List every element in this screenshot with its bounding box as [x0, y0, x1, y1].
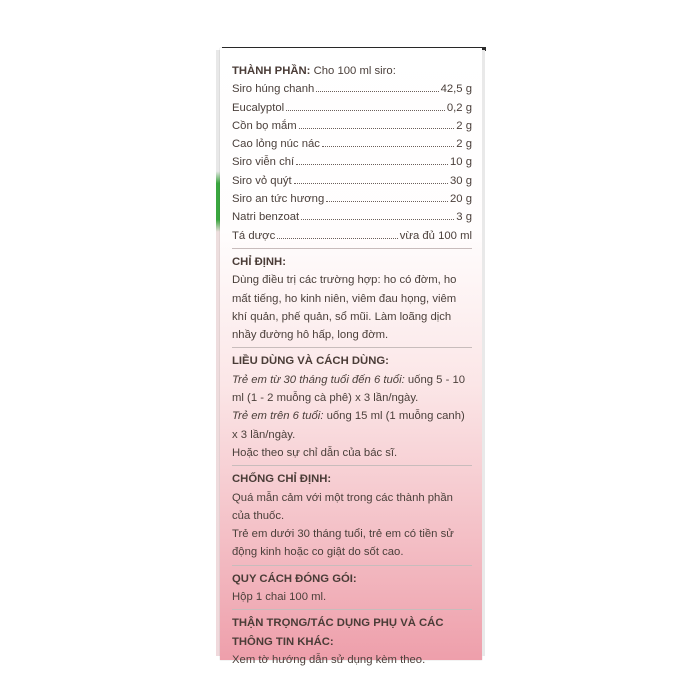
dot-leader: [286, 109, 445, 111]
divider: [232, 347, 472, 348]
ingredient-amount: 2 g: [456, 138, 472, 151]
ingredient-name: Siro vỏ quýt: [232, 174, 292, 187]
ingredient-row: [232, 190, 472, 208]
ingredient-amount: 30 g: [450, 174, 472, 187]
ingredient-row: [232, 135, 472, 153]
ingredient-name: Cao lỏng núc nác: [232, 138, 320, 151]
ingredient-name: Tá dược: [232, 229, 276, 242]
ingredient-amount: 3 g: [456, 211, 472, 224]
packaging-section: [232, 570, 472, 607]
dosage-child-label: Trẻ em từ 30 tháng tuổi đến 6 tuổi:: [232, 373, 405, 386]
divider: [232, 465, 472, 466]
dot-leader: [277, 237, 398, 239]
dot-leader: [326, 200, 448, 202]
ingredient-amount: 2 g: [456, 119, 472, 132]
ingredient-row: [232, 117, 472, 135]
dosage-older: [232, 407, 472, 444]
ingredient-name: Eucalyptol: [232, 101, 285, 114]
contraindications-section: [232, 470, 472, 561]
dosage-child: [232, 371, 472, 408]
ingredient-name: Natri benzoat: [232, 211, 300, 224]
dosage-older-text: uống 15 ml (1 muỗng canh) x 3 lần/ngày.: [232, 410, 465, 441]
packaging-heading: QUY CÁCH ĐÓNG GÓI:: [232, 572, 357, 585]
ingredient-name: Siro viễn chí: [232, 156, 295, 169]
contraindications-text-2: Trẻ em dưới 30 tháng tuổi, trẻ em có tiền sử động kinh hoặc co giật do sốt cao.: [232, 528, 454, 559]
divider: [232, 248, 472, 249]
ingredient-row: [232, 80, 472, 98]
precautions-section: [232, 614, 472, 669]
divider: [232, 609, 472, 610]
dosage-section: [232, 352, 472, 462]
ingredient-row: [232, 208, 472, 226]
dot-leader: [301, 218, 454, 220]
label-text: [232, 62, 472, 669]
ingredient-amount: 42,5 g: [440, 83, 472, 96]
precautions-text: Xem tờ hướng dẫn sử dụng kèm theo.: [232, 653, 426, 666]
divider: [232, 565, 472, 566]
ingredient-row: [232, 172, 472, 190]
precautions-heading: THẬN TRỌNG/TÁC DỤNG PHỤ VÀ CÁC THÔNG TIN KHÁC:: [232, 617, 444, 648]
ingredient-row: [232, 227, 472, 245]
packaging-text: Hộp 1 chai 100 ml.: [232, 591, 327, 604]
ingredient-name: Siro an tức hương: [232, 193, 325, 206]
ingredient-amount: vừa đủ 100 ml: [399, 229, 472, 242]
indications-text: Dùng điều trị các trường hợp: ho có đờm, ho mất tiếng, ho kinh niên, viêm đau họng, viêm khí quản, phế quản, sổ mũi. Làm loãng dịch nhầy đường hô hấp, long đờm.: [232, 274, 457, 342]
ingredient-name: Siro húng chanh: [232, 83, 315, 96]
ingredients-heading: THÀNH PHẦN:: [232, 65, 311, 77]
ingredient-row: [232, 153, 472, 171]
dot-leader: [294, 182, 448, 184]
contraindications-text-1: Quá mẫn cảm với một trong các thành phần của thuốc.: [232, 491, 453, 522]
dot-leader: [296, 163, 448, 165]
dosage-heading: LIỀU DÙNG VÀ CÁCH DÙNG:: [232, 355, 389, 368]
ingredient-name: Cồn bọ mắm: [232, 119, 297, 132]
dosage-note: Hoặc theo sự chỉ dẫn của bác sĩ.: [232, 446, 398, 459]
dot-leader: [299, 127, 455, 129]
indications-heading: CHỈ ĐỊNH:: [232, 255, 286, 268]
dosage-older-label: Trẻ em trên 6 tuổi:: [232, 410, 324, 423]
ingredients-section: [232, 62, 472, 245]
ingredient-amount: 0,2 g: [446, 101, 472, 114]
indications-section: [232, 253, 472, 344]
ingredient-amount: 20 g: [450, 193, 472, 206]
ingredient-row: [232, 99, 472, 117]
dosage-child-text: uống 5 - 10 ml (1 - 2 muỗng cà phê) x 3 lần/ngày.: [232, 373, 466, 405]
ingredient-amount: 10 g: [450, 156, 472, 169]
ingredients-list: [232, 80, 472, 245]
contraindications-heading: CHỐNG CHỈ ĐỊNH:: [232, 473, 332, 486]
ingredients-intro: Cho 100 ml siro:: [313, 65, 396, 77]
dot-leader: [322, 145, 454, 147]
box-right-edge: [482, 50, 485, 656]
dot-leader: [316, 90, 438, 92]
